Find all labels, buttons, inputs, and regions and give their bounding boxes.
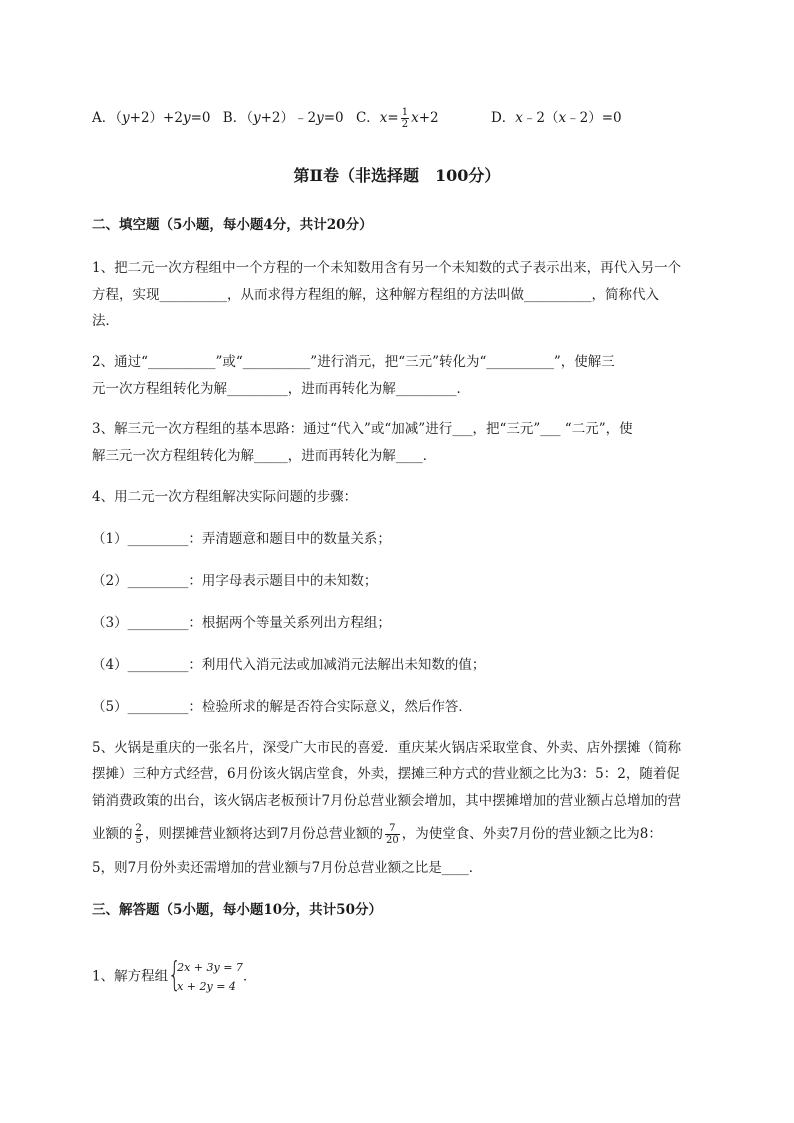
choices-line [92,107,622,130]
q1-line2: 方程，实现__________，从而求得方程组的解，这种解方程组的方法叫做__________，简称代入 [92,287,659,303]
q4-step-3: （3）_________：根据两个等量关系列出方程组； [92,615,391,631]
section-title: 第Ⅱ卷（非选择题 100分） [293,166,501,185]
fraction-seven-twentieths: $\frac{7}{20}$ [385,823,399,846]
q4-step-2: （2）_________：用字母表示题目中的未知数； [92,573,378,589]
q4-step-5: （5）_________：检验所求的解是否符合实际意义，然后作答． [92,699,472,715]
choice-d: D．x﹣2（x﹣2）=0 [490,110,622,126]
q3-line2: 解三元一次方程组转化为解_____，进而再转化为解____． [92,448,437,464]
q5-line2: 摆摊）三种方式经营，6月份该火锅店堂食，外卖，摆摊三种方式的营业额之比为3：5：2，随着促 [92,766,680,782]
q1-line3: 法． [92,313,119,329]
choice-a: A．（y+2）+2y=0 [92,110,211,126]
q2-line2: 元一次方程组转化为解_________，进而再转化为解_________． [92,381,470,397]
solve-heading: 三、解答题（5小题，每小题10分，共计50分） [92,902,382,918]
choice-b: B．（y+2）﹣2y=0 [222,110,344,126]
q5-line5: 5，则7月份外卖还需增加的营业额与7月份总营业额之比是____． [92,860,483,876]
left-brace-icon: { [168,955,182,995]
fraction-one-half: $\frac{1}{2}$ [401,107,409,130]
fill-blank-heading: 二、填空题（5小题，每小题4分，共计20分） [92,217,373,233]
q2-line1: 2、通过“__________”或“__________”进行消元，把“三元”转化为“__________”，使解三 [92,354,615,370]
q3-line1: 3、解三元一次方程组的基本思路：通过“代入”或“加减”进行___，把“三元”___ “二元”，使 [92,421,633,437]
equation-system: { 2x + 3y = 7 x + 2y = 4 [168,955,243,995]
q5-line1: 5、火锅是重庆的一张名片，深受广大市民的喜爱．重庆某火锅店采取堂食、外卖、店外摆摊（简称 [92,740,682,756]
q6-line: 1、解方程组 { 2x + 3y = 7 x + 2y = 4 ． [92,955,257,995]
q4-step-4: （4）_________：利用代入消元法或加减消元法解出未知数的值； [92,657,486,673]
q4-intro: 4、用二元一次方程组解决实际问题的步骤： [92,489,358,505]
q1-line1: 1、把二元一次方程组中一个方程的一个未知数用含有另一个未知数的式子表示出来，再代入另一个 [92,260,682,276]
choice-c: C．x= $\frac{1}{2}$ x+2 [355,107,439,130]
q4-step-1: （1）_________：弄清题意和题目中的数量关系； [92,531,391,547]
q5-line3: 销消费政策的出台，该火锅店老板预计7月份总营业额会增加，其中摆摊增加的营业额占总增加的营 [92,793,682,809]
q5-line4: 业额的 $\frac{2}{5}$ ，则摆摊营业额将达到7月份总营业额的 $\frac{7}{20}$ ，为使堂食、外卖7月份的营业额之比为8： [92,823,662,846]
fraction-two-fifths: $\frac{2}{5}$ [135,823,142,846]
